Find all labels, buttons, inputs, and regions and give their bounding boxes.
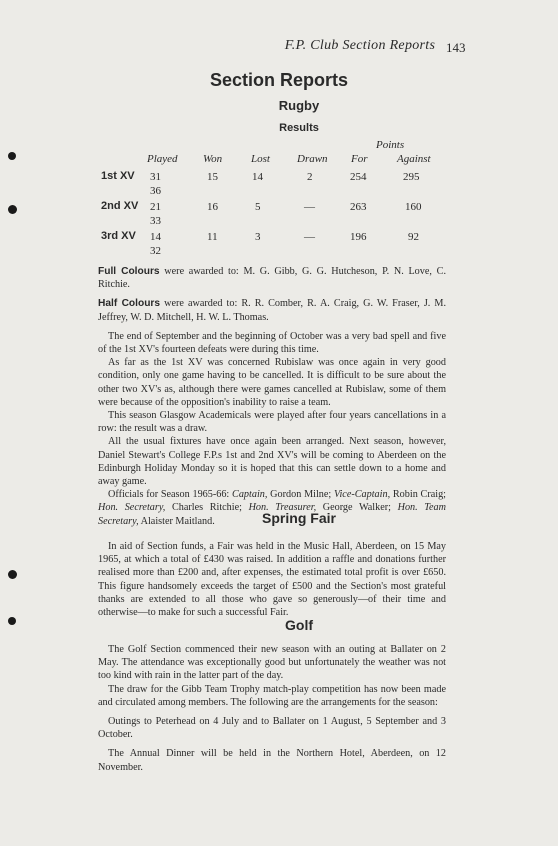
golf-paragraph-2: The draw for the Gibb Team Trophy match-play competition has now been made and circulated among members. The following are the arrangements for the season: xyxy=(98,683,446,708)
row-label-3rd-xv: 3rd XV xyxy=(101,230,136,242)
golf-paragraph-1: The Golf Section commenced their new season with an outing at Ballater on 2 May. The attendance was exceptionally good but unfortunately the weather was not too kind with rain in the latter part of the day. xyxy=(98,644,446,682)
cell-for: 196 xyxy=(350,231,367,243)
binding-hole-mark xyxy=(8,205,17,214)
cell-drawn: — xyxy=(304,231,315,243)
binding-hole-mark xyxy=(8,570,17,579)
golf-paragraph-3: Outings to Peterhead on 4 July and to Ballater on 1 August, 5 September and 3 October. xyxy=(98,716,446,741)
full-colours-label: Full Colours xyxy=(98,266,160,277)
running-header: F.P. Club Section Reports xyxy=(284,38,436,53)
rugby-paragraph-4: All the usual fixtures have once again been arranged. Next season, however, Daniel Stewart's College F.P.s 1st and 2nd XV's will be coming to Aberdeen on the Edinburgh Holiday Monday so it is hoped that this can settle down to a home and away game. xyxy=(98,436,446,488)
cell-lost: 5 xyxy=(255,201,261,213)
full-colours-paragraph xyxy=(98,265,446,291)
full-colours-text: were awarded to: M. G. Gibb, G. G. Hutcheson, P. N. Love, C. Ritchie. xyxy=(98,266,446,291)
rugby-heading: Rugby xyxy=(278,98,320,113)
spring-fair-heading: Spring Fair xyxy=(262,510,336,526)
spring-fair-text xyxy=(98,540,446,619)
cell-for: 254 xyxy=(350,171,367,183)
cell-against: 160 xyxy=(405,201,422,213)
cell-played: 14 xyxy=(150,231,161,243)
half-colours-text: were awarded to: R. R. Comber, R. A. Craig, G. W. Fraser, J. M. Jeffrey, W. D. Mitchell, H. W. L. Thomas. xyxy=(98,298,446,323)
row-label-2nd-xv: 2nd XV xyxy=(101,200,139,212)
cell-drawn: 2 xyxy=(307,171,313,183)
cell-extra: 32 xyxy=(150,245,161,257)
vice-captain-name: Robin Craig; xyxy=(390,489,447,501)
cell-for: 263 xyxy=(350,201,367,213)
cell-lost: 14 xyxy=(252,171,263,183)
col-header-against: Against xyxy=(397,153,431,165)
page-number: 143 xyxy=(446,40,466,55)
col-header-played: Played xyxy=(147,153,178,165)
cell-against: 92 xyxy=(408,231,419,243)
officials-intro: Officials for Season 1965-66: xyxy=(108,489,233,501)
half-colours-paragraph xyxy=(98,297,446,323)
row-label-1st-xv: 1st XV xyxy=(101,170,135,182)
team-secretary-label: Hon. Team Secretary, xyxy=(98,502,447,527)
col-header-points: Points xyxy=(376,139,405,151)
cell-lost: 3 xyxy=(255,231,261,243)
golf-paragraph-4: The Annual Dinner will be held in the Northern Hotel, Aberdeen, on 12 November. xyxy=(98,748,446,773)
treasurer-label: Hon. Treasurer, xyxy=(248,502,317,514)
rugby-paragraph-3: This season Glasgow Academicals were played after four years cancellations in a row: the result was a draw. xyxy=(98,410,446,435)
cell-extra: 36 xyxy=(150,185,161,197)
cell-won: 11 xyxy=(207,231,218,243)
col-header-for: For xyxy=(351,153,368,165)
cell-extra: 33 xyxy=(150,215,161,227)
page-title: Section Reports xyxy=(209,70,349,90)
cell-won: 15 xyxy=(207,171,218,183)
cell-drawn: — xyxy=(304,201,315,213)
rugby-paragraph-2: As far as the 1st XV was concerned Rubislaw was once again in very good condition, only one game having to be cancelled. It is difficult to be sure about the other two XV's as, although there were games cancelled at Rubislaw, some of them were because of the opposition's inability to raise a team. xyxy=(98,357,446,408)
golf-heading: Golf xyxy=(285,617,313,633)
secretary-name: Charles Ritchie; xyxy=(165,502,249,514)
col-header-lost: Lost xyxy=(251,153,270,165)
col-header-won: Won xyxy=(203,153,223,165)
treasurer-name: George Walker; xyxy=(316,502,398,514)
cell-played: 31 xyxy=(150,171,161,183)
half-colours-label: Half Colours xyxy=(98,298,161,310)
binding-hole-mark xyxy=(8,617,16,625)
secretary-label: Hon. Secretary, xyxy=(98,502,166,514)
results-heading: Results xyxy=(279,122,319,134)
captain-label: Captain, xyxy=(232,489,268,501)
cell-won: 16 xyxy=(207,201,218,213)
rugby-paragraph-1: The end of September and the beginning of October was a very bad spell and five of the 1st XV's fourteen defeats were during this time. xyxy=(98,330,446,356)
captain-name: Gordon Milne; xyxy=(267,489,334,501)
binding-hole-mark xyxy=(8,152,16,160)
golf-text xyxy=(98,643,446,774)
cell-against: 295 xyxy=(403,171,420,183)
vice-captain-label: Vice-Captain, xyxy=(334,489,391,501)
rugby-text xyxy=(98,265,446,528)
cell-played: 21 xyxy=(150,201,161,213)
spring-fair-paragraph: In aid of Section funds, a Fair was held in the Music Hall, Aberdeen, on 15 May 1965, at which a total of £430 was raised. In addition a raffle and donations further realised more than £200 and, after expenses, the estimated total profit is over £650. This figure handsomely exceeds the target of £500 and the Section's most grateful thanks are extended to all those who gave so generously—of their time and otherwise—to make for such a successful Fair. xyxy=(98,541,446,619)
team-secretary-name: Alaister Maitland. xyxy=(138,515,215,527)
col-header-drawn: Drawn xyxy=(297,153,328,165)
